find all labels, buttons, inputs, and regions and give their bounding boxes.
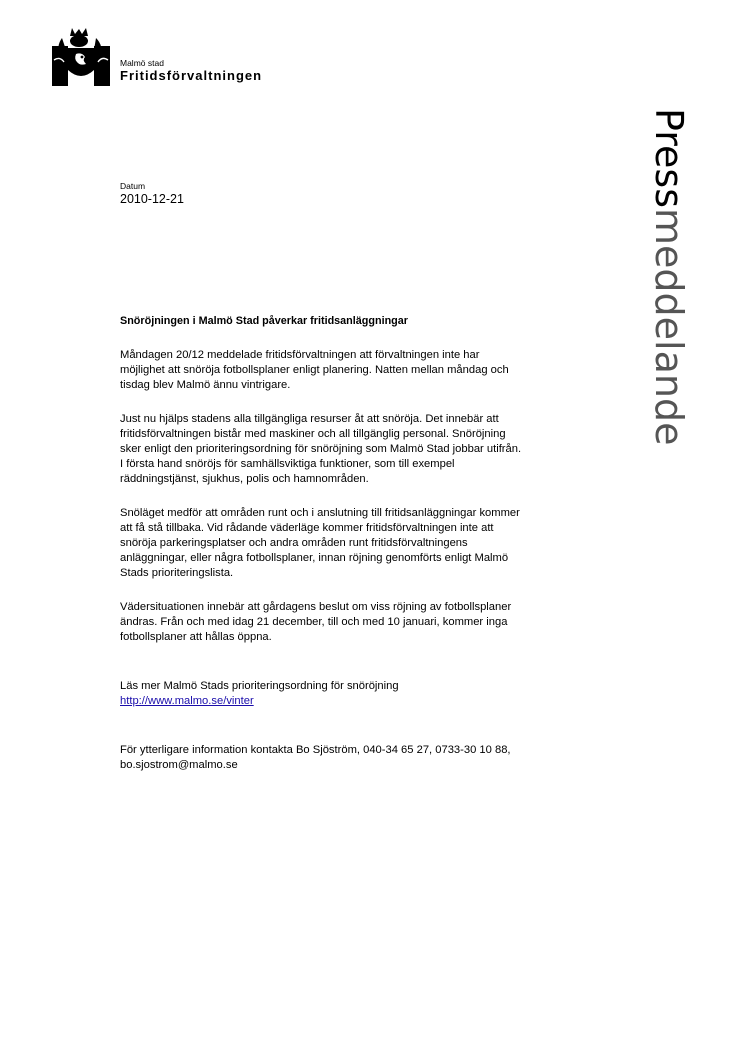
department-name: Fritidsförvaltningen [120,68,263,83]
read-more-block [120,679,600,709]
article-headline: Snöröjningen i Malmö Stad påverkar fritidsanläggningar [120,315,408,327]
vinter-link[interactable]: http://www.malmo.se/vinter [120,695,254,707]
paragraph-line: Snöläget medför att områden runt och i anslutning till fritidsanläggningar kommer [120,507,520,519]
press-release-title [646,108,692,445]
title-press: Press [647,108,691,209]
paragraph-line: att få stå tillbaka. Vid rådande väderläge kommer fritidsförvaltningen inte att [120,522,494,534]
paragraph-1 [120,348,600,393]
paragraph-line: fritidsförvaltningen bistår med maskiner och all tillgänglig personal. Snöröjning [120,428,506,440]
contact-line: För ytterligare information kontakta Bo Sjöström, 040-34 65 27, 0733-30 10 88, [120,744,511,756]
paragraph-line: räddningstjänst, sjukhus, polis och hamnområden. [120,473,369,485]
title-meddelande: meddelande [647,208,691,446]
paragraph-line: fotbollsplaner att hållas öppna. [120,631,272,643]
read-more-text: Läs mer Malmö Stads prioriteringsordning för snöröjning [120,680,399,692]
date-label: Datum [120,181,146,191]
paragraph-3 [120,506,600,581]
paragraph-line: I första hand snöröjs för samhällsviktiga funktioner, som till exempel [120,458,455,470]
paragraph-line: Just nu hjälps stadens alla tillgängliga resurser åt att snöröja. Det innebär att [120,413,499,425]
date-block [120,181,184,207]
paragraph-line: ändras. Från och med idag 21 december, till och med 10 januari, kommer inga [120,616,508,628]
paragraph-4 [120,600,600,645]
paragraph-line: tisdag blev Malmö ännu vintrigare. [120,379,291,391]
paragraph-line: snöröja parkeringsplatser och andra områden runt fritidsförvaltningens [120,537,468,549]
article-body [120,314,600,773]
paragraph-line: Vädersituationen innebär att gårdagens beslut om viss röjning av fotbollsplaner [120,601,512,613]
paragraph-2 [120,412,600,487]
organization-header [120,58,262,84]
coat-of-arms-icon [52,26,110,86]
malmo-stad-logo [52,26,110,86]
paragraph-line: möjlighet att snöröja fotbollsplaner enligt planering. Natten mellan måndag och [120,364,509,376]
paragraph-line: anläggningar, eller några fotbollsplaner, innan röjning genomförts enligt Malmö [120,552,509,564]
paragraph-line: Stads prioriteringslista. [120,567,234,579]
paragraph-line: Måndagen 20/12 meddelade fritidsförvaltningen att förvaltningen inte har [120,349,480,361]
contact-email: bo.sjostrom@malmo.se [120,759,238,771]
date-value: 2010-12-21 [120,192,184,206]
contact-block [120,743,600,773]
paragraph-line: sker enligt den prioriteringsordning för snöröjning som Malmö Stad jobbar utifrån. [120,443,522,455]
city-name: Malmö stad [120,58,164,68]
